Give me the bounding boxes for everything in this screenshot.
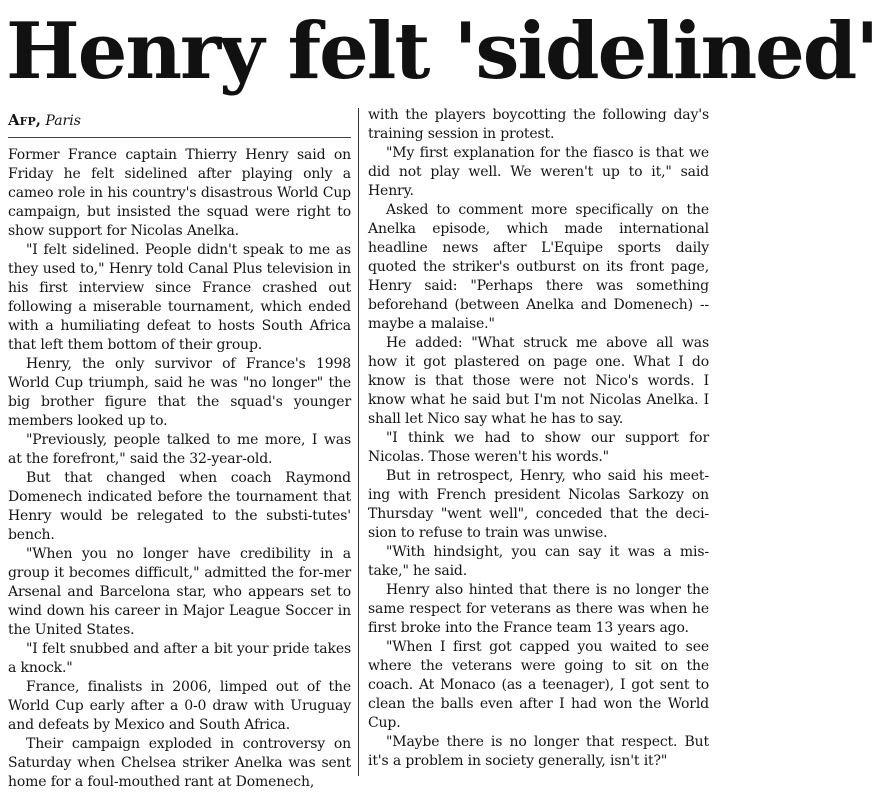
paragraph: He added: "What struck me above all was how it got plastered on page one. What I do know is that those were not Nico's words. I know what he said but I'm not Nicolas Anelka. I shall let Nico say what he has to say. [368, 335, 709, 427]
byline-agency: Afp, [8, 111, 41, 129]
paragraph: Asked to comment more specifically on the Anelka episode, which made international headline news after L'Equipe sports daily quoted the striker's outburst on its front page, Henry said: "Perhaps there was something beforehand (between Anelka and Domenech) -- maybe a malaise." [368, 202, 709, 332]
paragraph: "I felt sidelined. People didn't speak to me as they used to," Henry told Canal Plus television in his first interview since France crashed out following a miserable tournament, which ended with a humiliating defeat to hosts South Africa that left them bottom of their group. [8, 242, 351, 353]
paragraph: "When I first got capped you waited to see where the veterans were going to sit on the coach. At Monaco (as a teenager), I got sent to clean the balls even after I had won the World Cup. [368, 639, 709, 731]
article-column-right [368, 106, 709, 771]
paragraph: "Maybe there is no longer that respect. But it's a problem in society generally, isn't it?" [368, 734, 709, 769]
headline: Henry felt 'sidelined' [6, 6, 877, 97]
article-column-left [8, 108, 351, 792]
byline-rule [8, 137, 351, 138]
paragraph: "With hindsight, you can say it was a mis-take," he said. [368, 544, 709, 579]
paragraph: Henry also hinted that there is no longer the same respect for veterans as there was when he first broke into the France team 13 years ago. [368, 582, 709, 636]
paragraph: "When you no longer have credibility in a group it becomes difficult," admitted the for-mer Arsenal and Barcelona star, who appears set to wind down his career in Major League Soccer in the United States. [8, 546, 351, 638]
paragraph: Their campaign exploded in controversy on Saturday when Chelsea striker Anelka was sent home for a foul-mouthed rant at Domenech, [8, 736, 351, 790]
paragraph: Henry, the only survivor of France's 1998 World Cup triumph, said he was "no longer" the big brother figure that the squad's younger members looked up to. [8, 356, 351, 429]
byline-place: Paris [45, 113, 81, 129]
paragraph: "I think we had to show our support for Nicolas. Those weren't his words." [368, 430, 709, 465]
paragraph: "My first explanation for the fiasco is that we did not play well. We weren't up to it," said Henry. [368, 145, 709, 199]
paragraph: "Previously, people talked to me more, I was at the forefront," said the 32-year-old. [8, 432, 351, 467]
paragraph: with the players boycotting the following day's training session in protest. [368, 107, 709, 142]
paragraph: France, finalists in 2006, limped out of the World Cup early after a 0-0 draw with Uruguay and defeats by Mexico and South Africa. [8, 679, 351, 733]
paragraph: But that changed when coach Raymond Domenech indicated before the tournament that Henry would be relegated to the substi-tutes' bench. [8, 470, 351, 543]
paragraph: "I felt snubbed and after a bit your pride takes a knock." [8, 641, 351, 676]
paragraph: Former France captain Thierry Henry said on Friday he felt sidelined after playing only a cameo role in his country's disastrous World Cup campaign, but insisted the squad were right to show support for Nicolas Anelka. [8, 147, 351, 239]
column-divider [358, 108, 359, 776]
paragraph: But in retrospect, Henry, who said his meet-ing with French president Nicolas Sarkozy on Thursday "went well", conceded that the deci-sion to refuse to train was unwise. [368, 468, 709, 541]
byline [8, 110, 351, 131]
